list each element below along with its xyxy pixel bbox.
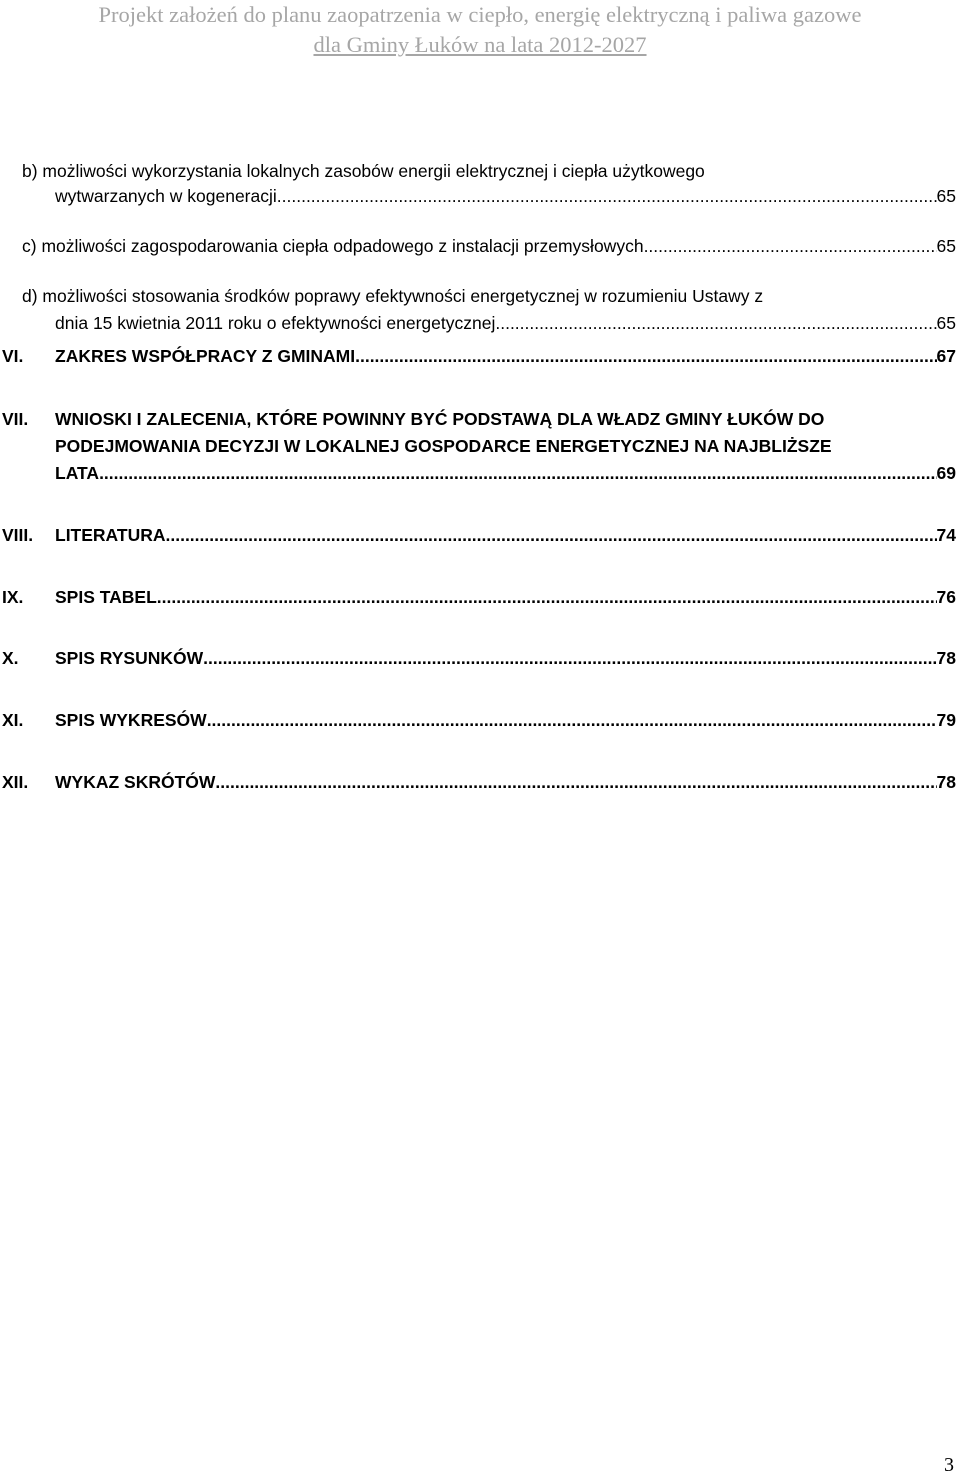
toc-entry-vii[interactable] bbox=[55, 463, 956, 483]
dot-leader bbox=[500, 313, 936, 333]
dot-leader bbox=[277, 186, 937, 206]
dot-leader bbox=[207, 710, 937, 730]
header-title-line2: dla Gminy Łuków na lata 2012-2027 bbox=[313, 32, 647, 57]
dot-leader bbox=[215, 772, 936, 792]
toc-chapter-number: VI. bbox=[2, 346, 24, 366]
toc-page-number: 69 bbox=[936, 463, 956, 483]
toc-chapter-number: XII. bbox=[2, 772, 29, 792]
toc-entry-xii[interactable] bbox=[55, 772, 956, 792]
toc-page-number: 67 bbox=[936, 346, 956, 366]
toc-entry-viii-title: LITERATURA bbox=[55, 525, 166, 545]
toc-page-number: 76 bbox=[936, 587, 956, 607]
toc-chapter-number: VII. bbox=[2, 409, 29, 429]
page-number: 3 bbox=[944, 1454, 954, 1476]
toc-entry-c[interactable] bbox=[22, 236, 956, 256]
toc-entry-vi[interactable] bbox=[55, 346, 956, 366]
toc-chapter-number: X. bbox=[2, 648, 19, 668]
toc-entry-x-title: SPIS RYSUNKÓW bbox=[55, 648, 204, 668]
toc-entry-vi-title: ZAKRES WSPÓŁPRACY Z GMINAMI. bbox=[55, 346, 360, 366]
toc-chapter-number: IX. bbox=[2, 587, 24, 607]
toc-entry-b[interactable] bbox=[55, 186, 956, 206]
dot-leader bbox=[360, 346, 937, 366]
header-title-line1: Projekt założeń do planu zaopatrzenia w ciepło, energię elektryczną i paliwa gazowe bbox=[98, 2, 862, 27]
toc-entry-d-line1: d) możliwości stosowania środków poprawy efektywności energetycznej w rozumieniu Ustawy z bbox=[22, 286, 764, 306]
dot-leader bbox=[166, 525, 937, 545]
toc-entry-vii-line1: WNIOSKI I ZALECENIA, KTÓRE POWINNY BYĆ PODSTAWĄ DLA WŁADZ GMINY ŁUKÓW DO bbox=[55, 409, 825, 429]
toc-page-number: 65 bbox=[936, 236, 956, 256]
toc-entry-xi-title: SPIS WYKRESÓW bbox=[55, 710, 207, 730]
toc-entry-xii-title: WYKAZ SKRÓTÓW bbox=[55, 772, 216, 792]
toc-page-number: 79 bbox=[936, 710, 956, 730]
toc-entry-c-title: c) możliwości zagospodarowania ciepła odpadowego z instalacji przemysłowych bbox=[22, 236, 644, 256]
dot-leader bbox=[644, 236, 937, 256]
toc-page-number: 74 bbox=[936, 525, 956, 545]
dot-leader bbox=[157, 587, 937, 607]
dot-leader bbox=[203, 648, 936, 668]
toc-entry-d-line2: dnia 15 kwietnia 2011 roku o efektywności energetycznej. bbox=[55, 313, 501, 333]
toc-entry-b-line1: b) możliwości wykorzystania lokalnych zasobów energii elektrycznej i ciepła użytkowego bbox=[22, 161, 705, 181]
toc-entry-vii-line2: PODEJMOWANIA DECYZJI W LOKALNEJ GOSPODARCE ENERGETYCZNEJ NA NAJBLIŻSZE bbox=[55, 436, 832, 456]
toc-chapter-number: VIII. bbox=[2, 525, 34, 545]
toc-entry-viii[interactable] bbox=[55, 525, 956, 545]
toc-entry-d[interactable] bbox=[55, 313, 956, 333]
toc-entry-vii-line3: LATA bbox=[55, 463, 100, 483]
dot-leader bbox=[99, 463, 936, 483]
toc-page-number: 78 bbox=[936, 772, 956, 792]
toc-entry-b-line2: wytwarzanych w kogeneracji bbox=[55, 186, 277, 206]
toc-page-number: 78 bbox=[936, 648, 956, 668]
toc-page-number: 65 bbox=[936, 186, 956, 206]
toc-chapter-number: XI. bbox=[2, 710, 24, 730]
toc-page-number: 65 bbox=[936, 313, 956, 333]
toc-entry-ix[interactable] bbox=[55, 587, 956, 607]
document-header bbox=[0, 0, 960, 60]
toc-entry-xi[interactable] bbox=[55, 710, 956, 730]
toc-entry-x[interactable] bbox=[55, 648, 956, 668]
toc-entry-ix-title: SPIS TABEL bbox=[55, 587, 157, 607]
